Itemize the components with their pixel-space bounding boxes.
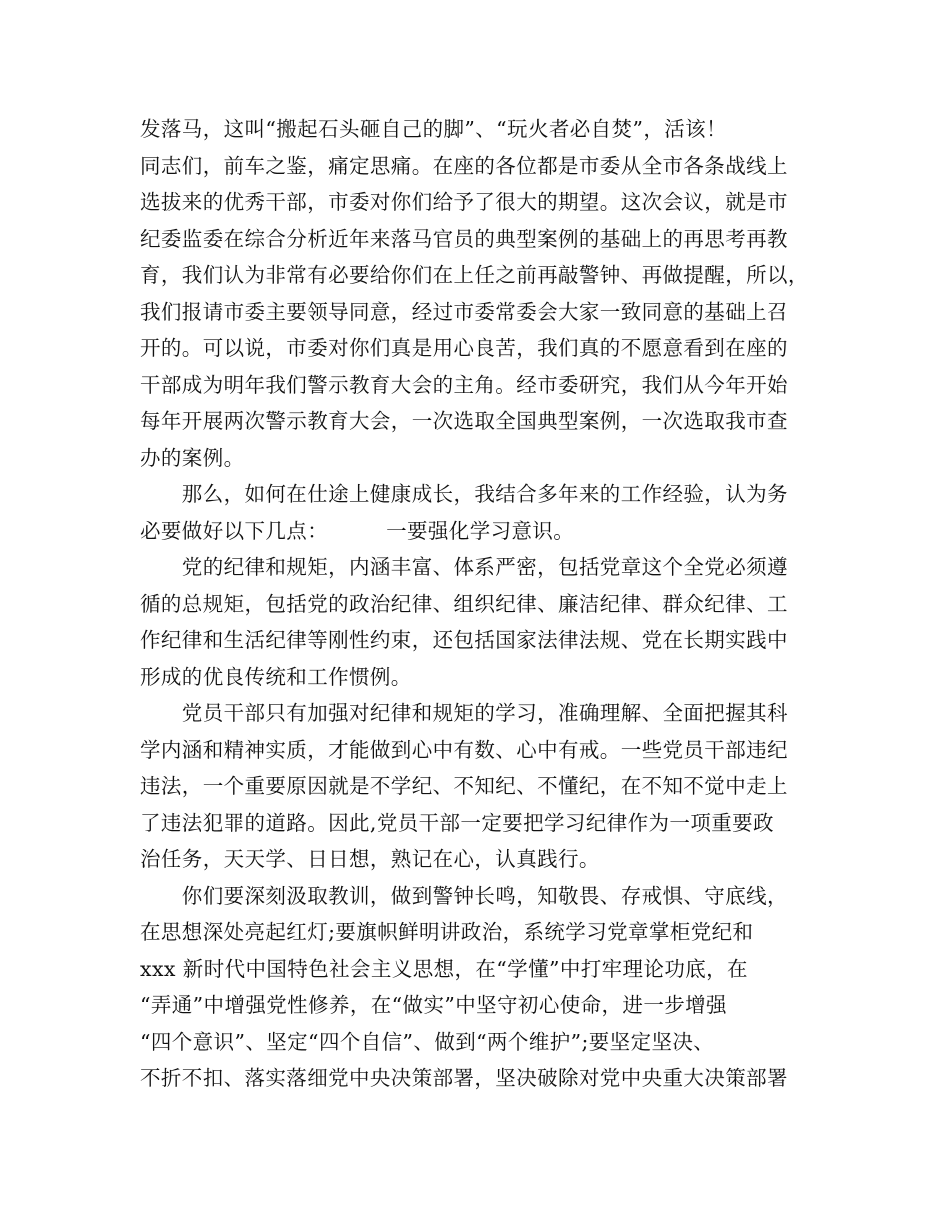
text-line: 形成的优良传统和工作惯例。 — [140, 664, 412, 689]
text-line: 不折不扣、落实落细党中央决策部署，坚决破除对党中央重大决策部署 — [140, 1066, 788, 1090]
text-line: 同志们，前车之鉴，痛定思痛。在座的各位都是市委从全市各条战线上 — [140, 153, 788, 178]
text-line: 发落马，这叫“搬起石头砸自己的脚”、“玩火者必自焚”，活该！ — [140, 117, 727, 141]
text-line: 办的案例。 — [140, 445, 245, 470]
text-line: 那么，如何在仕途上健康成长，我结合多年来的工作经验，认为务 — [140, 482, 788, 506]
text-line: 学内涵和精神实质，才能做到心中有数、心中有戒。一些党员干部违纪 — [140, 737, 788, 762]
text-line: 每年开展两次警示教育大会，一次选取全国典型案例，一次选取我市查 — [140, 409, 788, 433]
text-line-with-heading — [140, 513, 820, 550]
text-line: 纪委监委在综合分析近年来落马官员的典型案例的基础上的再思考再教 — [140, 226, 788, 251]
text-line: xxx 新时代中国特色社会主义思想，在“学懂”中打牢理论功底，在 — [140, 956, 748, 981]
text-line: 党的纪律和规矩，内涵丰富、体系严密，包括党章这个全党必须遵 — [140, 555, 788, 579]
text-line: 育，我们认为非常有必要给你们在上任之前再敲警钟、再做提醒，所以， — [140, 263, 809, 287]
text-line: 党员干部只有加强对纪律和规矩的学习，准确理解、全面把握其科 — [140, 701, 788, 725]
text-line: “四个意识”、坚定“四个自信”、做到“两个维护”;要坚定坚决、 — [140, 1029, 715, 1054]
text-line: 作纪律和生活纪律等刚性约束，还包括国家法律法规、党在长期实践中 — [140, 628, 788, 652]
text-fragment: 必要做好以下几点： — [140, 518, 329, 543]
text-line: 了违法犯罪的道路。因此,党员干部一定要把学习纪律作为一项重要政 — [140, 810, 774, 835]
text-line: 违法，一个重要原因就是不学纪、不知纪、不懂纪，在不知不觉中走上 — [140, 774, 788, 798]
text-line: 我们报请市委主要领导同意，经过市委常委会大家一致同意的基础上召 — [140, 299, 788, 324]
section-heading: 一要强化学习意识。 — [386, 518, 575, 543]
text-line: 选拔来的优秀干部，市委对你们给予了很大的期望。这次会议，就是市 — [140, 190, 788, 214]
text-line: 你们要深刻汲取教训，做到警钟长鸣，知敬畏、存戒惧、守底线， — [140, 883, 788, 908]
text-line: 在思想深处亮起红灯;要旗帜鲜明讲政治，系统学习党章掌柜党纪和 — [140, 920, 754, 944]
document-body — [140, 111, 820, 1097]
text-line: 干部成为明年我们警示教育大会的主角。经市委研究，我们从今年开始 — [140, 372, 788, 397]
text-line: 治任务，天天学、日日想，熟记在心，认真践行。 — [140, 847, 600, 871]
text-line: 循的总规矩，包括党的政治纪律、组织纪律、廉洁纪律、群众纪律、工 — [140, 591, 788, 616]
text-line: 开的。可以说，市委对你们真是用心良苦，我们真的不愿意看到在座的 — [140, 336, 788, 360]
text-line: “弄通”中增强党性修养，在“做实”中坚守初心使命，进一步增强 — [140, 993, 727, 1017]
